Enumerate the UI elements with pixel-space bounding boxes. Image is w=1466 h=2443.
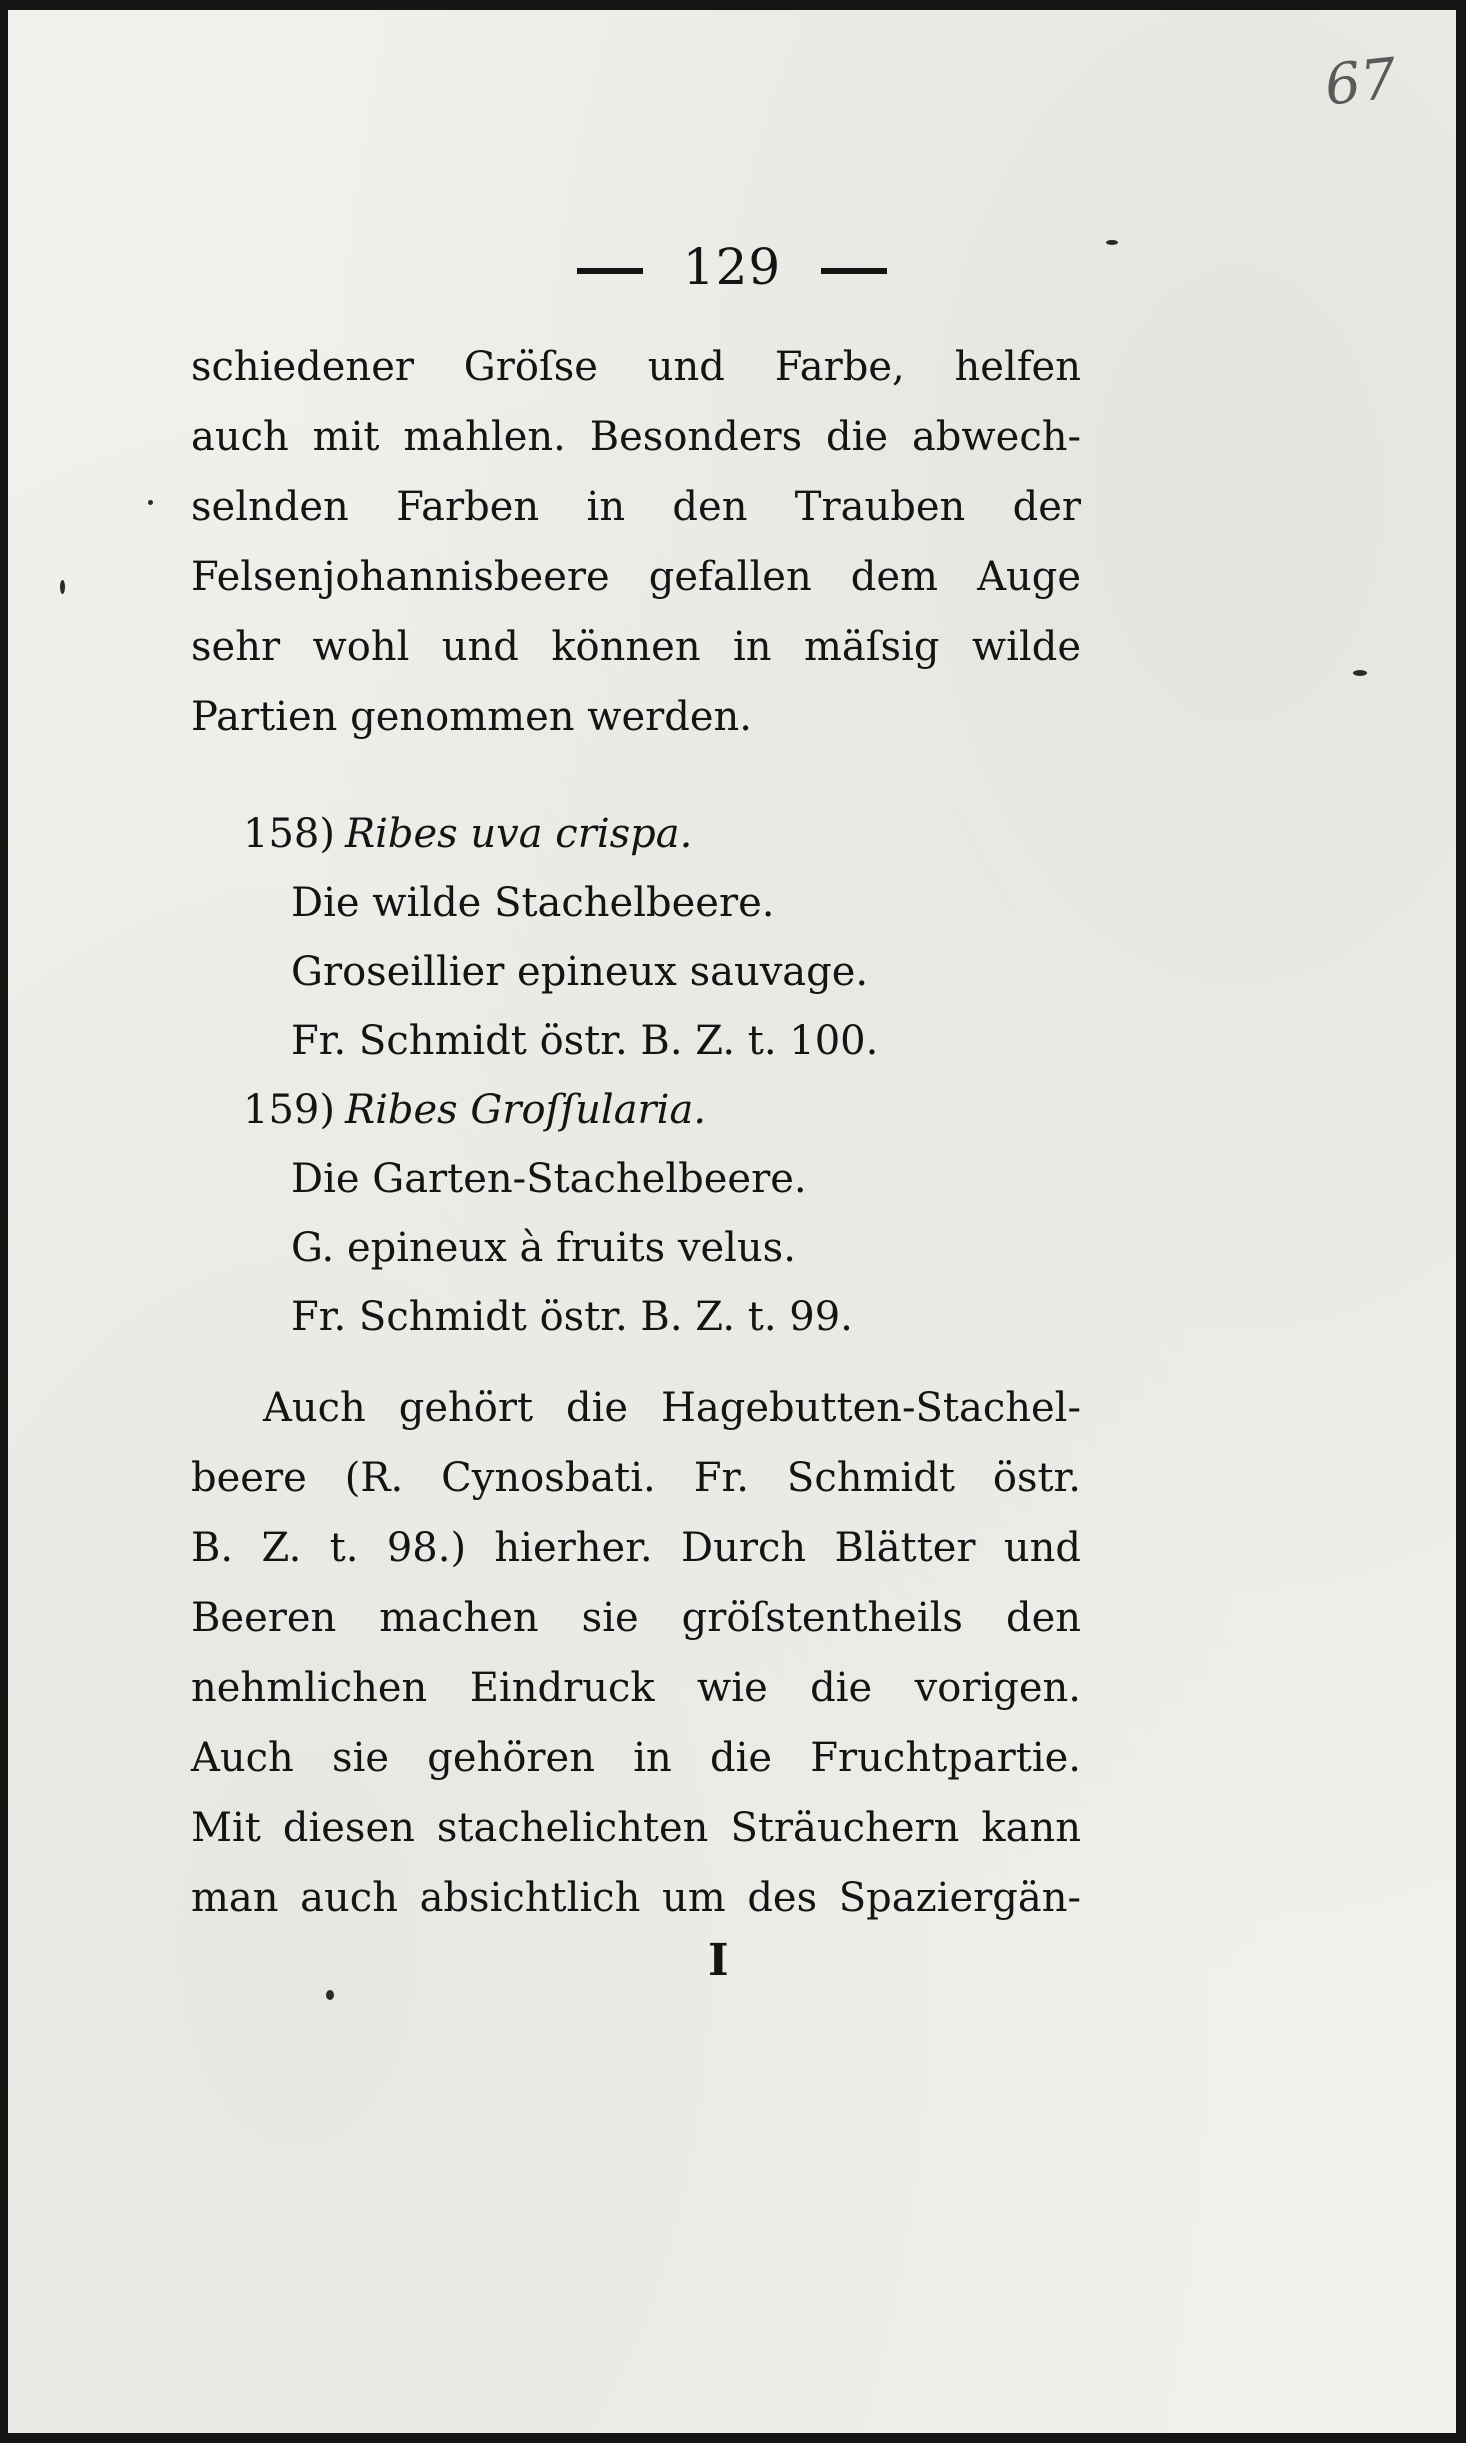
header-dash-left	[577, 268, 643, 274]
species-entries	[243, 800, 878, 1352]
signature-mark: I	[708, 1935, 729, 1986]
entry-number: 158)	[243, 811, 335, 857]
entry-french-name: Groseillier epineux sauvage.	[291, 949, 869, 995]
paper-speck	[1353, 670, 1367, 676]
text-line: Beeren machen sie gröſstentheils den	[191, 1595, 1081, 1641]
entry-heading	[243, 1076, 878, 1145]
text-line: nehmlichen Eindruck wie die vorigen.	[191, 1665, 1081, 1711]
paper-speck	[1106, 240, 1118, 245]
paper-speck	[326, 1990, 334, 2000]
folio-number: 67	[1321, 46, 1400, 119]
entry-german-name: Die Garten-Stachelbeere.	[291, 1156, 807, 1202]
paper-speck	[148, 500, 153, 505]
text-line: sehr wohl und können in mäſsig wilde	[191, 624, 1081, 670]
text-line: selnden Farben in den Trauben der	[191, 484, 1081, 530]
entry-german-name: Die wilde Stachelbeere.	[291, 880, 775, 926]
text-line: man auch absichtlich um des Spaziergän-	[191, 1875, 1081, 1921]
text-line: Auch sie gehören in die Fruchtpartie.	[191, 1735, 1081, 1781]
text-line: Felsenjohannisbeere gefallen dem Auge	[191, 554, 1081, 600]
entry-heading	[243, 800, 878, 869]
text-line: B. Z. t. 98.) hierher. Durch Blätter und	[191, 1525, 1081, 1571]
entry-reference: Fr. Schmidt östr. B. Z. t. 99.	[291, 1294, 853, 1340]
paragraph-1	[191, 332, 1081, 752]
text-line: Auch gehört die Hagebutten-Stachel-	[263, 1385, 1081, 1431]
species-entry-159	[243, 1076, 878, 1352]
entry-latin-name: Ribes Groſſularia.	[344, 1087, 707, 1133]
entry-french-name: G. epineux à fruits velus.	[291, 1225, 796, 1271]
text-line: Mit diesen stachelichten Sträuchern kann	[191, 1805, 1081, 1851]
entry-latin-name: Ribes uva crispa.	[344, 811, 693, 857]
text-line: auch mit mahlen. Besonders die abwech-	[191, 414, 1081, 460]
page-header	[8, 238, 1456, 296]
header-dash-right	[821, 268, 887, 274]
text-line: schiedener Gröſse und Farbe, helfen	[191, 344, 1081, 390]
entry-reference: Fr. Schmidt östr. B. Z. t. 100.	[291, 1018, 879, 1064]
page-number: 129	[682, 238, 782, 296]
species-entry-158	[243, 800, 878, 1076]
paper-speck	[60, 580, 65, 594]
entry-number: 159)	[243, 1087, 335, 1133]
paragraph-2	[191, 1373, 1081, 1933]
text-line: beere (R. Cynosbati. Fr. Schmidt östr.	[191, 1455, 1081, 1501]
text-line: Partien genommen werden.	[191, 694, 753, 740]
